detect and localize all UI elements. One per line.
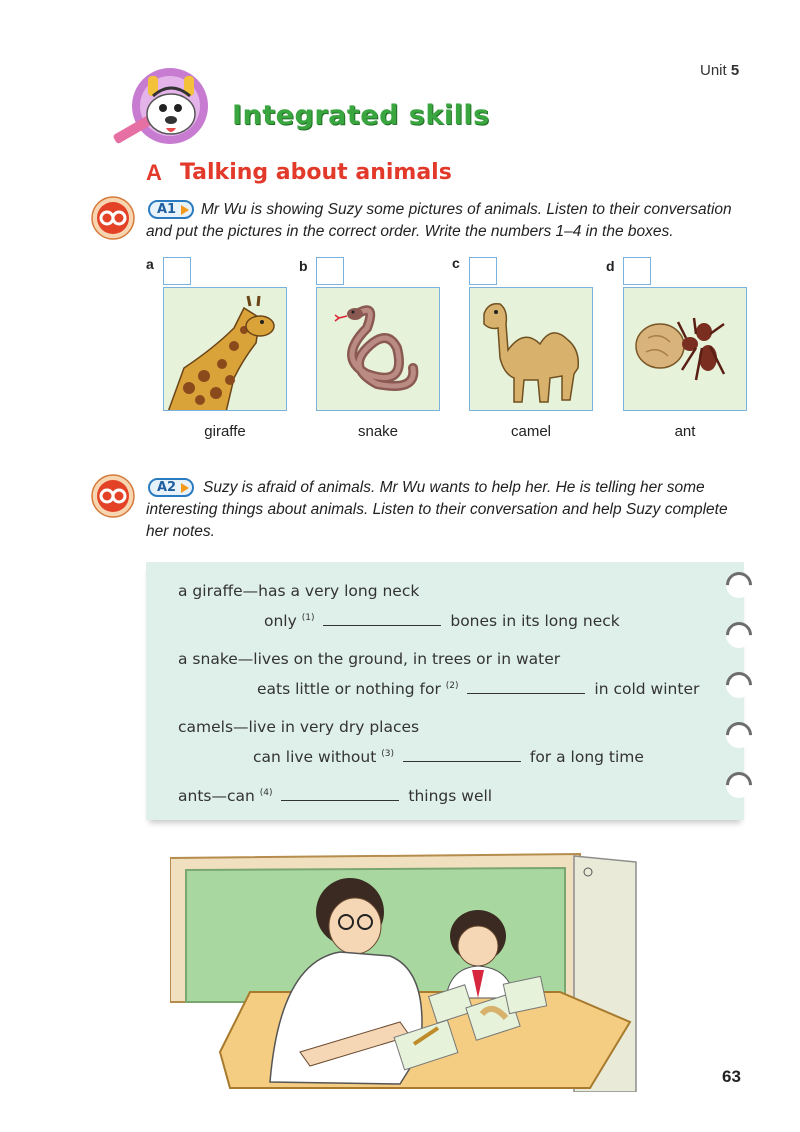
blank-4[interactable] (281, 787, 399, 801)
note-text: ants—can (178, 787, 255, 805)
notes-panel (146, 562, 744, 820)
note-text: bones in its long neck (450, 612, 620, 630)
blank-1[interactable] (323, 612, 441, 626)
giraffe-icon (164, 288, 287, 411)
a2-instruction-line2: interesting things about animals. Listen to their conversation and help Suzy complete (146, 501, 728, 518)
mascot-icon (108, 66, 228, 150)
spiral-ring (721, 667, 758, 704)
play-triangle-icon (181, 483, 189, 493)
picture-letter-a: a (146, 256, 154, 272)
note-text: eats little or nothing for (257, 680, 441, 698)
ant-icon (624, 288, 747, 411)
unit-number: 5 (730, 62, 740, 79)
note-giraffe: a giraffe—has a very long neck (178, 582, 420, 600)
spiral-ring (721, 717, 758, 754)
blank-number: (2) (445, 681, 459, 691)
play-triangle-icon (181, 205, 189, 215)
a1-instruction-line2: and put the pictures in the correct order. Write the numbers 1–4 in the boxes. (146, 223, 674, 240)
a2-instruction-line1: Suzy is afraid of animals. Mr Wu wants to help her. He is telling her some (203, 479, 705, 496)
note-text: can live without (253, 748, 377, 766)
note-giraffe-detail (264, 612, 620, 630)
unit-label (700, 62, 739, 79)
a2-instruction-line3: her notes. (146, 523, 215, 540)
picture-label-giraffe: giraffe (204, 423, 246, 440)
spiral-ring (721, 767, 758, 804)
audio-icon-2[interactable] (90, 473, 136, 519)
note-text: only (264, 612, 297, 630)
picture-card-giraffe (163, 287, 287, 411)
picture-letter-d: d (606, 258, 615, 274)
note-snake-detail (257, 680, 699, 698)
a2-badge (148, 478, 194, 497)
spiral-ring (721, 617, 758, 654)
picture-letter-c: c (452, 255, 460, 271)
note-text: things well (408, 787, 493, 805)
section-title: Talking about animals (180, 160, 452, 185)
blank-number: (3) (381, 749, 394, 759)
picture-card-snake (316, 287, 440, 411)
note-text: in cold winter (594, 680, 700, 698)
picture-letter-b: b (299, 258, 308, 274)
picture-card-ant (623, 287, 747, 411)
answer-box-c[interactable] (469, 257, 497, 285)
picture-label-camel: camel (510, 423, 551, 440)
a1-badge-label: A1 (157, 202, 177, 217)
classroom-illustration (170, 852, 640, 1092)
spiral-ring (721, 567, 758, 604)
blank-number: (1) (301, 613, 315, 623)
note-snake: a snake—lives on the ground, in trees or in water (178, 650, 561, 668)
blank-3[interactable] (403, 748, 521, 762)
snake-icon (317, 288, 440, 411)
camel-icon (470, 288, 593, 411)
lesson-title: Integrated skills (232, 100, 490, 131)
note-text: for a long time (529, 748, 644, 766)
a1-instruction-line1: Mr Wu is showing Suzy some pictures of animals. Listen to their conversation (201, 201, 732, 218)
section-letter: A (146, 160, 162, 185)
answer-box-b[interactable] (316, 257, 344, 285)
answer-box-d[interactable] (623, 257, 651, 285)
answer-box-a[interactable] (163, 257, 191, 285)
note-ants (178, 787, 492, 805)
audio-icon[interactable] (90, 195, 136, 241)
unit-word: Unit (700, 62, 727, 79)
page-number: 63 (722, 1067, 741, 1086)
picture-card-camel (469, 287, 593, 411)
picture-label-snake: snake (357, 423, 399, 440)
a2-badge-label: A2 (157, 480, 177, 495)
note-camels: camels—live in very dry places (178, 718, 420, 736)
a1-badge (148, 200, 194, 219)
picture-label-ant: ant (674, 423, 696, 440)
blank-number: (4) (259, 788, 273, 798)
blank-2[interactable] (467, 680, 585, 694)
note-camels-detail (253, 748, 644, 766)
